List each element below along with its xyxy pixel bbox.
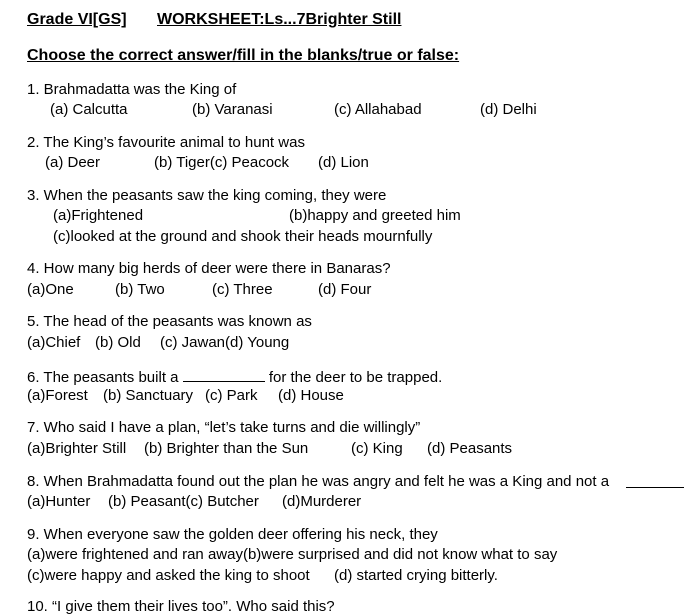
instructions: Choose the correct answer/fill in the blanks/true or false:	[27, 47, 460, 64]
question-7-option-c: (c) King	[351, 440, 403, 457]
question-6-text-after: for the deer to be trapped.	[268, 369, 443, 386]
question-4-text: 4. How many big herds of deer were there in Banaras?	[27, 260, 391, 277]
question-2-option-b: (b) Tiger(c) Peacock	[154, 154, 290, 171]
question-7-text: 7. Who said I have a plan, “let’s take turns and die willingly”	[27, 419, 421, 436]
question-9-option-ab: (a)were frightened and ran away(b)were surprised and did not know what to say	[27, 546, 558, 563]
question-4-option-a: (a)One	[27, 281, 74, 298]
question-1-option-c: (c) Allahabad	[334, 101, 422, 118]
question-3-option-c: (c)looked at the ground and shook their heads mournfully	[53, 228, 433, 245]
question-5-text: 5. The head of the peasants was known as	[27, 313, 312, 330]
question-1-option-d: (d) Delhi	[480, 101, 537, 118]
question-6-text-before: 6. The peasants built a	[27, 369, 179, 386]
question-6-option-a: (a)Forest	[27, 387, 88, 404]
question-2-option-a: (a) Deer	[45, 154, 101, 171]
question-3-option-b: (b)happy and greeted him	[289, 207, 461, 224]
question-4-option-d: (d) Four	[318, 281, 372, 298]
question-3-text: 3. When the peasants saw the king coming, they were	[27, 187, 387, 204]
worksheet-title: WORKSHEET:Ls...7Brighter Still	[157, 11, 402, 28]
question-6-option-d: (d) House	[278, 387, 344, 404]
question-8-option-a: (a)Hunter	[27, 493, 91, 510]
question-2-text: 2. The King’s favourite animal to hunt was	[27, 134, 305, 151]
question-1-text: 1. Brahmadatta was the King of	[27, 81, 237, 98]
question-8-blank	[626, 473, 684, 493]
question-6-option-c: (c) Park	[205, 387, 258, 404]
question-1-option-b: (b) Varanasi	[192, 101, 273, 118]
question-7-option-b: (b) Brighter than the Sun	[144, 440, 309, 457]
question-6-blank	[183, 367, 265, 382]
question-10-text: 10. “I give them their lives too”. Who said this?	[27, 598, 335, 615]
question-6-option-b: (b) Sanctuary	[103, 387, 194, 404]
question-1-option-a: (a) Calcutta	[50, 101, 128, 118]
grade-label: Grade VI[GS]	[27, 11, 127, 28]
question-4-option-b: (b) Two	[115, 281, 165, 298]
question-8-text: 8. When Brahmadatta found out the plan he was angry and felt he was a King and not a	[27, 473, 610, 490]
question-5-option-b: (b) Old	[95, 334, 141, 351]
question-9-option-d: (d) started crying bitterly.	[334, 567, 498, 584]
question-4-option-c: (c) Three	[212, 281, 273, 298]
question-3-option-a: (a)Frightened	[53, 207, 144, 224]
question-5-option-a: (a)Chief	[27, 334, 81, 351]
question-7-option-a: (a)Brighter Still	[27, 440, 127, 457]
question-8-option-b: (b) Peasant(c) Butcher	[108, 493, 259, 510]
question-9-text: 9. When everyone saw the golden deer offering his neck, they	[27, 526, 438, 543]
question-5-option-c: (c) Jawan(d) Young	[160, 334, 290, 351]
question-6-text	[27, 367, 442, 387]
question-9-option-c: (c)were happy and asked the king to shoot	[27, 567, 310, 584]
question-7-option-d: (d) Peasants	[427, 440, 513, 457]
question-2-option-d: (d) Lion	[318, 154, 369, 171]
question-8-option-d: (d)Murderer	[282, 493, 362, 510]
